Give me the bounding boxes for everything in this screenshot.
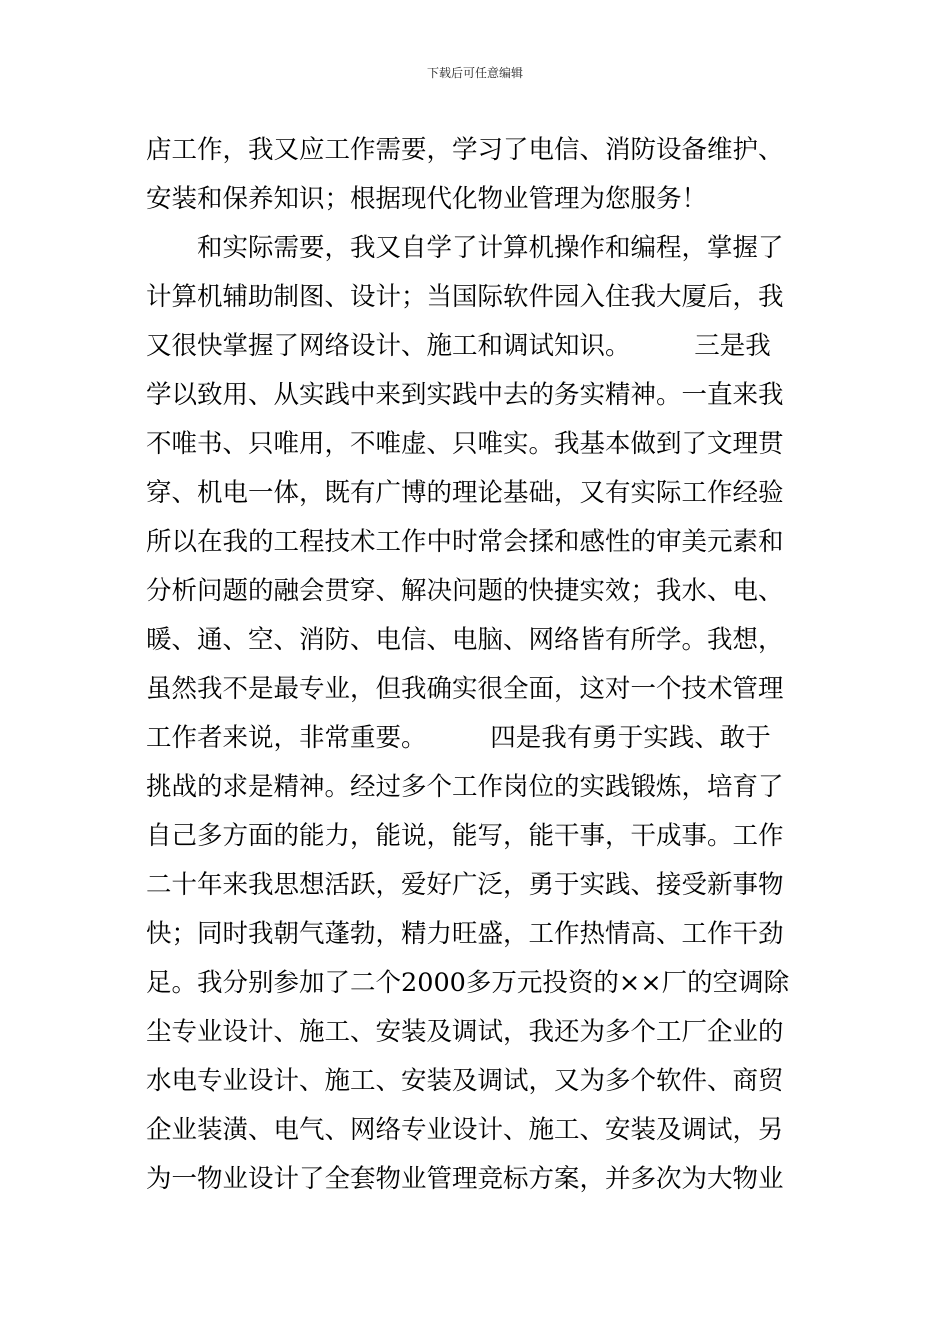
text-line: 为一物业设计了全套物业管理竞标方案，并多次为大物业	[146, 1164, 784, 1194]
text-line: 工作者来说，非常重要。 四是我有勇于实践、敢于	[146, 723, 771, 753]
text-line: 暖、通、空、消防、电信、电脑、网络皆有所学。我想，	[146, 625, 784, 655]
text-line: 挑战的求是精神。经过多个工作岗位的实践锻炼，培育了	[146, 772, 784, 802]
text-line: 店工作，我又应工作需要，学习了电信、消防设备维护、	[146, 135, 784, 165]
text-line: 二十年来我思想活跃，爱好广泛，勇于实践、接受新事物	[146, 870, 784, 900]
text-line: 快；同时我朝气蓬勃，精力旺盛，工作热情高、工作干劲	[146, 919, 784, 949]
text-line: 分析问题的融会贯穿、解决问题的快捷实效；我水、电、	[146, 576, 784, 606]
text-line: 穿、机电一体，既有广博的理论基础，又有实际工作经验	[146, 478, 784, 508]
text-line: 不唯书、只唯用，不唯虚、只唯实。我基本做到了文理贯	[146, 429, 784, 459]
text-line: 安装和保养知识；根据现代化物业管理为您服务！	[146, 184, 708, 214]
page-header: 下载后可任意编辑	[426, 66, 523, 80]
text-line: 计算机辅助制图、设计；当国际软件园入住我大厦后，我	[146, 282, 784, 312]
text-line: 学以致用、从实践中来到实践中去的务实精神。一直来我	[146, 380, 784, 410]
text-line: 足。我分别参加了二个2000多万元投资的××厂的空调除	[146, 968, 790, 998]
text-line: 自己多方面的能力，能说，能写，能干事，干成事。工作	[146, 821, 784, 851]
text-line: 企业装潢、电气、网络专业设计、施工、安装及调试，另	[146, 1115, 784, 1145]
text-line: 又很快掌握了网络设计、施工和调试知识。 三是我	[146, 331, 771, 361]
text-line: 虽然我不是最专业，但我确实很全面，这对一个技术管理	[146, 674, 784, 704]
text-line: 水电专业设计、施工、安装及调试，又为多个软件、商贸	[146, 1066, 784, 1096]
text-line: 和实际需要，我又自学了计算机操作和编程，掌握了	[146, 233, 784, 263]
text-line: 所以在我的工程技术工作中时常会揉和感性的审美元素和	[146, 527, 784, 557]
text-line: 尘专业设计、施工、安装及调试，我还为多个工厂企业的	[146, 1017, 784, 1047]
body-text	[146, 126, 808, 1204]
